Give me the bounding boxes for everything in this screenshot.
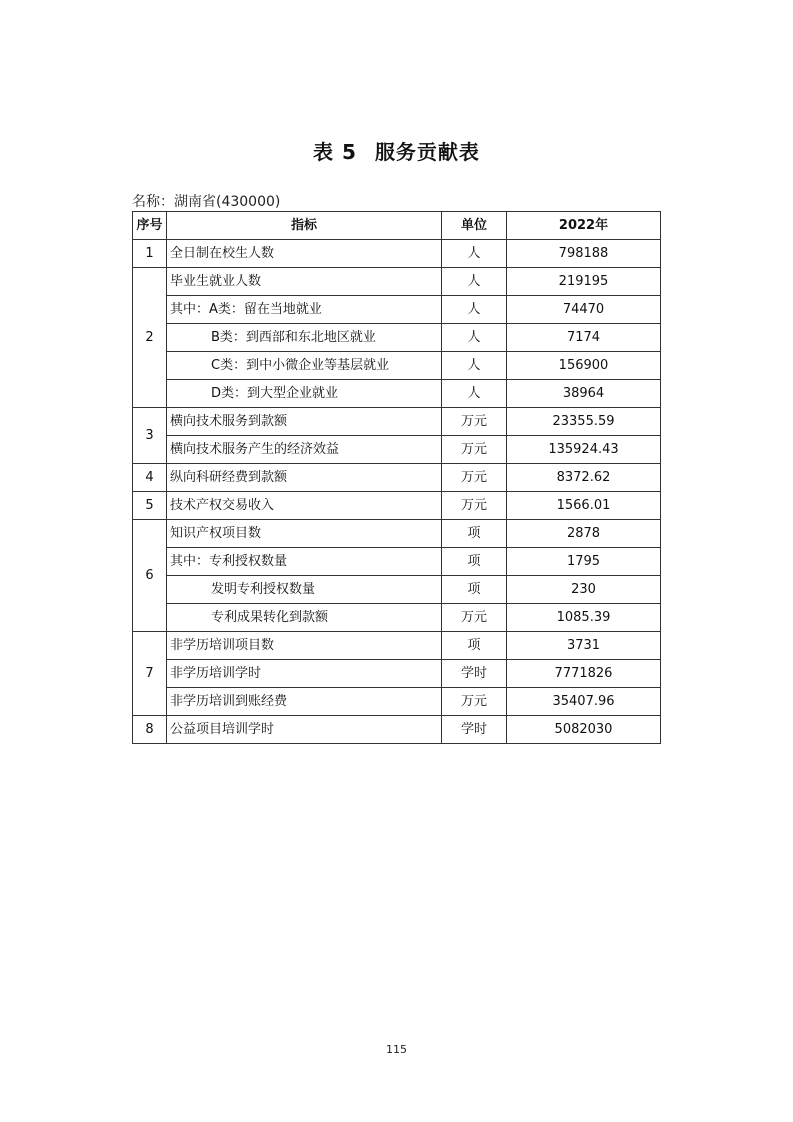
unit-cell: 人 [442, 268, 507, 296]
seq-cell: 3 [133, 408, 167, 464]
indicator-cell: 其中：专利授权数量 [167, 548, 442, 576]
table-row [133, 716, 661, 744]
unit-cell: 万元 [442, 492, 507, 520]
value-cell: 1566.01 [507, 492, 661, 520]
header-unit: 单位 [442, 212, 507, 240]
unit-cell: 项 [442, 632, 507, 660]
value-cell: 219195 [507, 268, 661, 296]
unit-cell: 学时 [442, 716, 507, 744]
indicator-cell: 全日制在校生人数 [167, 240, 442, 268]
value-cell: 135924.43 [507, 436, 661, 464]
header-year: 2022年 [507, 212, 661, 240]
unit-cell: 人 [442, 352, 507, 380]
unit-cell: 项 [442, 576, 507, 604]
indicator-cell: 横向技术服务产生的经济效益 [167, 436, 442, 464]
value-cell: 5082030 [507, 716, 661, 744]
unit-cell: 项 [442, 520, 507, 548]
indicator-cell: 技术产权交易收入 [167, 492, 442, 520]
unit-cell: 万元 [442, 436, 507, 464]
table-row [133, 268, 661, 296]
value-cell: 156900 [507, 352, 661, 380]
seq-cell: 1 [133, 240, 167, 268]
page-number: 115 [386, 1043, 407, 1056]
value-cell: 74470 [507, 296, 661, 324]
indicator-cell: B类：到西部和东北地区就业 [167, 324, 442, 352]
indicator-cell: 非学历培训项目数 [167, 632, 442, 660]
value-cell: 7174 [507, 324, 661, 352]
value-cell: 798188 [507, 240, 661, 268]
table-row [133, 548, 661, 576]
page-title [0, 136, 793, 165]
unit-cell: 万元 [442, 604, 507, 632]
indicator-cell: 横向技术服务到款额 [167, 408, 442, 436]
table-row [133, 324, 661, 352]
seq-cell: 6 [133, 520, 167, 632]
service-contribution-table [132, 211, 661, 744]
indicator-cell: 其中：A类：留在当地就业 [167, 296, 442, 324]
seq-cell: 8 [133, 716, 167, 744]
table-row [133, 352, 661, 380]
table-row [133, 604, 661, 632]
value-cell: 35407.96 [507, 688, 661, 716]
unit-cell: 人 [442, 240, 507, 268]
table-row [133, 296, 661, 324]
value-cell: 1085.39 [507, 604, 661, 632]
indicator-cell: 非学历培训到账经费 [167, 688, 442, 716]
table-name: 服务贡献表 [374, 140, 480, 164]
table-row [133, 240, 661, 268]
seq-cell: 4 [133, 464, 167, 492]
value-cell: 23355.59 [507, 408, 661, 436]
unit-cell: 人 [442, 380, 507, 408]
unit-cell: 项 [442, 548, 507, 576]
header-indicator: 指标 [167, 212, 442, 240]
table-row [133, 436, 661, 464]
value-cell: 38964 [507, 380, 661, 408]
indicator-cell: 专利成果转化到款额 [167, 604, 442, 632]
value-cell: 1795 [507, 548, 661, 576]
table-row [133, 408, 661, 436]
unit-cell: 万元 [442, 688, 507, 716]
table-row [133, 492, 661, 520]
indicator-cell: 纵向科研经费到款额 [167, 464, 442, 492]
indicator-cell: 知识产权项目数 [167, 520, 442, 548]
unit-cell: 万元 [442, 408, 507, 436]
unit-cell: 学时 [442, 660, 507, 688]
indicator-cell: D类：到大型企业就业 [167, 380, 442, 408]
value-cell: 7771826 [507, 660, 661, 688]
table-row [133, 688, 661, 716]
seq-cell: 5 [133, 492, 167, 520]
table-header-row [133, 212, 661, 240]
table-row [133, 660, 661, 688]
value-cell: 230 [507, 576, 661, 604]
table-row [133, 464, 661, 492]
table-row [133, 632, 661, 660]
header-seq: 序号 [133, 212, 167, 240]
indicator-cell: 毕业生就业人数 [167, 268, 442, 296]
value-cell: 2878 [507, 520, 661, 548]
indicator-cell: 非学历培训学时 [167, 660, 442, 688]
table-row [133, 576, 661, 604]
indicator-cell: 发明专利授权数量 [167, 576, 442, 604]
value-cell: 8372.62 [507, 464, 661, 492]
unit-cell: 人 [442, 324, 507, 352]
indicator-cell: 公益项目培训学时 [167, 716, 442, 744]
value-cell: 3731 [507, 632, 661, 660]
unit-cell: 万元 [442, 464, 507, 492]
indicator-cell: C类：到中小微企业等基层就业 [167, 352, 442, 380]
table-row [133, 380, 661, 408]
organization-line: 名称：湖南省(430000) [132, 194, 281, 210]
table-number: 表 5 [313, 140, 357, 164]
table-row [133, 520, 661, 548]
seq-cell: 7 [133, 632, 167, 716]
unit-cell: 人 [442, 296, 507, 324]
seq-cell: 2 [133, 268, 167, 408]
